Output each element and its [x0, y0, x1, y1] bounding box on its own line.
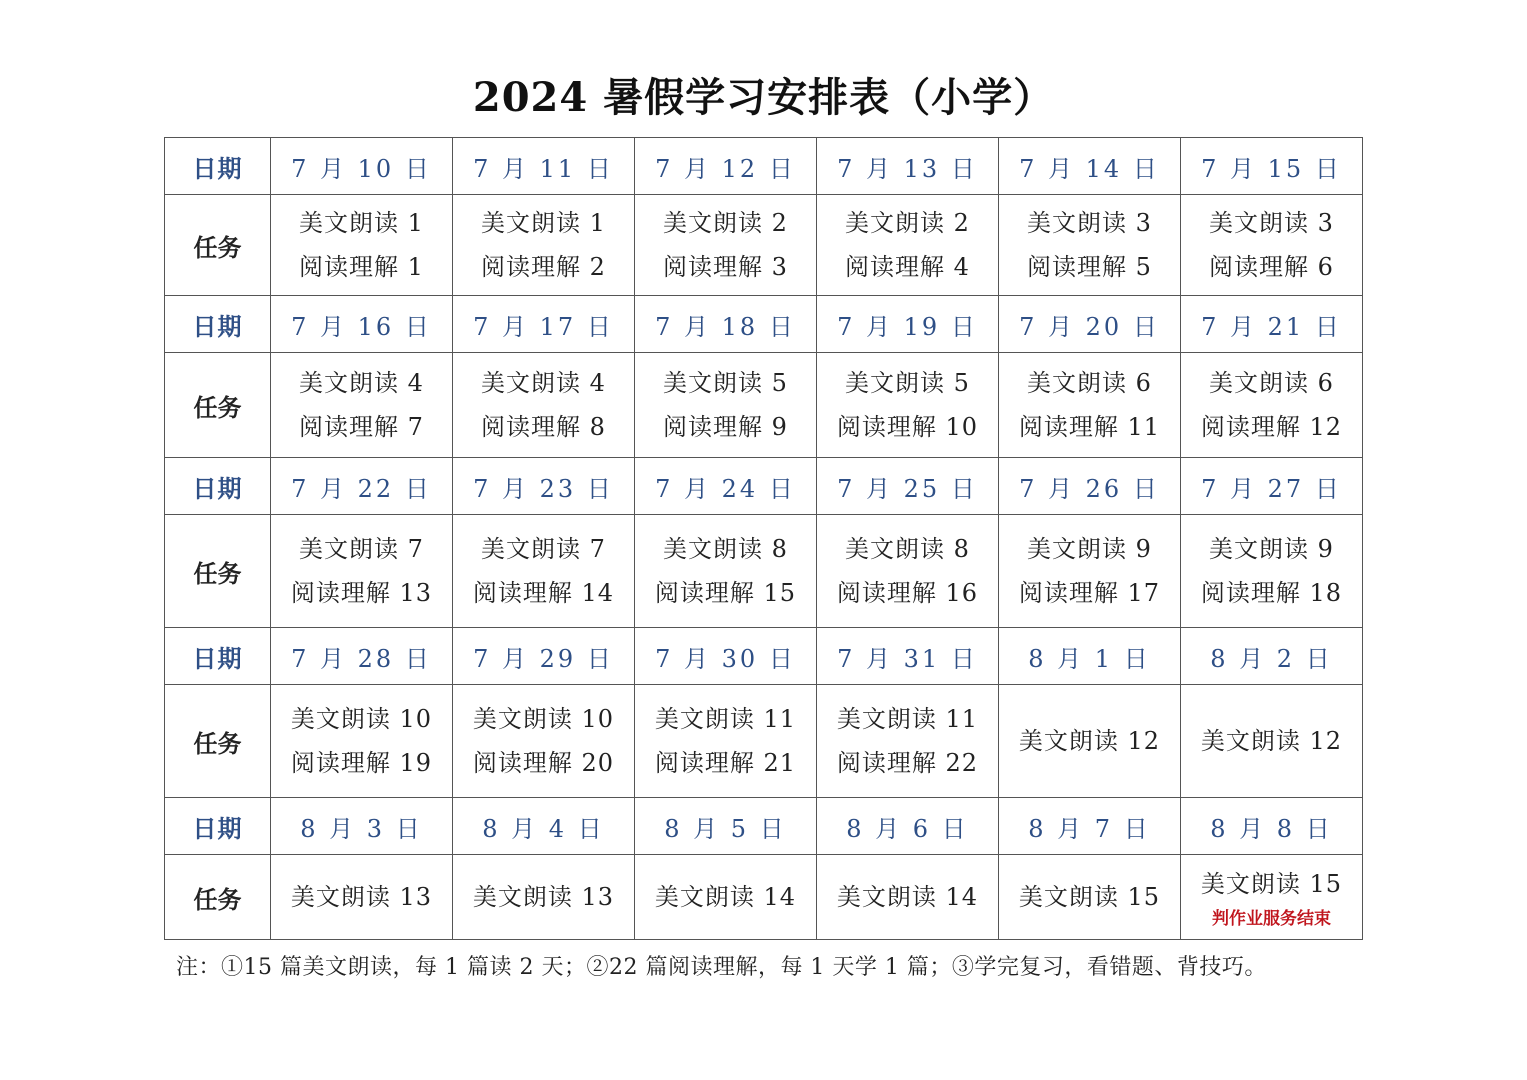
- reading-aloud-task: 美文朗读 8: [845, 535, 970, 563]
- reading-aloud-task: 美文朗读 13: [290, 883, 433, 911]
- date-row: [165, 628, 1363, 685]
- task-cell: [271, 685, 453, 798]
- date-label: 日期: [165, 628, 271, 685]
- reading-aloud-task: 美文朗读 7: [299, 535, 424, 563]
- task-cell: [453, 685, 635, 798]
- task-label: 任务: [165, 195, 271, 296]
- date-cell: 8 月 5 日: [635, 798, 817, 855]
- service-end-note: 判作业服务结束: [1212, 909, 1331, 929]
- task-cell: [635, 855, 817, 940]
- date-cell: 7 月 27 日: [1181, 458, 1363, 515]
- reading-comprehension-task: 阅读理解 15: [654, 579, 797, 607]
- date-cell: 7 月 29 日: [453, 628, 635, 685]
- date-cell: 7 月 13 日: [817, 138, 999, 195]
- reading-aloud-task: 美文朗读 11: [654, 705, 797, 733]
- task-cell: [453, 855, 635, 940]
- date-cell: 7 月 14 日: [999, 138, 1181, 195]
- date-cell: 7 月 18 日: [635, 296, 817, 353]
- task-row: [165, 195, 1363, 296]
- task-row: [165, 515, 1363, 628]
- date-cell: 8 月 6 日: [817, 798, 999, 855]
- date-cell: 8 月 1 日: [999, 628, 1181, 685]
- date-cell: 7 月 12 日: [635, 138, 817, 195]
- task-label: 任务: [165, 515, 271, 628]
- reading-aloud-task: 美文朗读 12: [1200, 727, 1343, 755]
- date-label: 日期: [165, 296, 271, 353]
- task-label: 任务: [165, 685, 271, 798]
- reading-aloud-task: 美文朗读 5: [845, 369, 970, 397]
- date-label: 日期: [165, 458, 271, 515]
- reading-aloud-task: 美文朗读 8: [663, 535, 788, 563]
- reading-aloud-task: 美文朗读 4: [299, 369, 424, 397]
- reading-comprehension-task: 阅读理解 16: [836, 579, 979, 607]
- task-cell: [817, 195, 999, 296]
- reading-aloud-task: 美文朗读 1: [299, 209, 424, 237]
- task-cell: [1181, 353, 1363, 458]
- footnote: 注：①15 篇美文朗读，每 1 篇读 2 天；②22 篇阅读理解，每 1 天学 1 篇；③学完复习，看错题、背技巧。: [176, 955, 1267, 980]
- date-cell: 7 月 11 日: [453, 138, 635, 195]
- date-cell: 7 月 25 日: [817, 458, 999, 515]
- task-cell: [999, 195, 1181, 296]
- reading-aloud-task: 美文朗读 5: [663, 369, 788, 397]
- task-cell: [453, 515, 635, 628]
- task-cell: [271, 515, 453, 628]
- task-cell: [453, 353, 635, 458]
- reading-comprehension-task: 阅读理解 2: [481, 253, 606, 281]
- schedule-table: [164, 137, 1363, 940]
- reading-comprehension-task: 阅读理解 18: [1200, 579, 1343, 607]
- reading-comprehension-task: 阅读理解 7: [299, 413, 424, 441]
- date-row: [165, 138, 1363, 195]
- reading-aloud-task: 美文朗读 10: [472, 705, 615, 733]
- task-cell: [1181, 855, 1363, 940]
- date-cell: 7 月 30 日: [635, 628, 817, 685]
- task-cell: [1181, 685, 1363, 798]
- reading-aloud-task: 美文朗读 9: [1209, 535, 1334, 563]
- task-cell: [817, 515, 999, 628]
- date-cell: 7 月 24 日: [635, 458, 817, 515]
- page-title: 2024 暑假学习安排表（小学）: [472, 74, 1055, 121]
- reading-aloud-task: 美文朗读 3: [1027, 209, 1152, 237]
- date-cell: 7 月 23 日: [453, 458, 635, 515]
- reading-comprehension-task: 阅读理解 11: [1018, 413, 1161, 441]
- reading-aloud-task: 美文朗读 6: [1209, 369, 1334, 397]
- date-row: [165, 296, 1363, 353]
- reading-comprehension-task: 阅读理解 19: [290, 749, 433, 777]
- reading-aloud-task: 美文朗读 15: [1018, 883, 1161, 911]
- reading-comprehension-task: 阅读理解 13: [290, 579, 433, 607]
- date-cell: 7 月 22 日: [271, 458, 453, 515]
- task-cell: [635, 353, 817, 458]
- date-cell: 7 月 15 日: [1181, 138, 1363, 195]
- task-cell: [817, 855, 999, 940]
- reading-aloud-task: 美文朗读 1: [481, 209, 606, 237]
- task-label: 任务: [165, 855, 271, 940]
- reading-comprehension-task: 阅读理解 14: [472, 579, 615, 607]
- reading-aloud-task: 美文朗读 14: [654, 883, 797, 911]
- schedule-body: [165, 138, 1363, 940]
- task-cell: [999, 855, 1181, 940]
- task-row: [165, 353, 1363, 458]
- date-cell: 8 月 2 日: [1181, 628, 1363, 685]
- task-cell: [271, 195, 453, 296]
- reading-aloud-task: 美文朗读 9: [1027, 535, 1152, 563]
- date-cell: 7 月 31 日: [817, 628, 999, 685]
- date-cell: 8 月 8 日: [1181, 798, 1363, 855]
- date-row: [165, 798, 1363, 855]
- date-label: 日期: [165, 138, 271, 195]
- date-cell: 7 月 20 日: [999, 296, 1181, 353]
- reading-comprehension-task: 阅读理解 21: [654, 749, 797, 777]
- date-cell: 7 月 16 日: [271, 296, 453, 353]
- reading-comprehension-task: 阅读理解 1: [299, 253, 424, 281]
- task-cell: [999, 685, 1181, 798]
- task-cell: [271, 353, 453, 458]
- task-cell: [817, 685, 999, 798]
- reading-aloud-task: 美文朗读 10: [290, 705, 433, 733]
- reading-aloud-task: 美文朗读 3: [1209, 209, 1334, 237]
- reading-comprehension-task: 阅读理解 10: [836, 413, 979, 441]
- date-cell: 8 月 4 日: [453, 798, 635, 855]
- reading-comprehension-task: 阅读理解 22: [836, 749, 979, 777]
- reading-aloud-task: 美文朗读 4: [481, 369, 606, 397]
- task-cell: [999, 353, 1181, 458]
- reading-comprehension-task: 阅读理解 5: [1027, 253, 1152, 281]
- task-cell: [635, 515, 817, 628]
- task-cell: [453, 195, 635, 296]
- date-cell: 7 月 10 日: [271, 138, 453, 195]
- task-label: 任务: [165, 353, 271, 458]
- reading-aloud-task: 美文朗读 2: [845, 209, 970, 237]
- task-cell: [635, 685, 817, 798]
- reading-comprehension-task: 阅读理解 6: [1209, 253, 1334, 281]
- date-cell: 7 月 19 日: [817, 296, 999, 353]
- reading-aloud-task: 美文朗读 6: [1027, 369, 1152, 397]
- reading-aloud-task: 美文朗读 15: [1200, 870, 1343, 898]
- date-cell: 7 月 21 日: [1181, 296, 1363, 353]
- reading-aloud-task: 美文朗读 13: [472, 883, 615, 911]
- task-cell: [817, 353, 999, 458]
- reading-aloud-task: 美文朗读 12: [1018, 727, 1161, 755]
- reading-comprehension-task: 阅读理解 8: [481, 413, 606, 441]
- task-cell: [999, 515, 1181, 628]
- date-cell: 8 月 7 日: [999, 798, 1181, 855]
- reading-comprehension-task: 阅读理解 20: [472, 749, 615, 777]
- reading-comprehension-task: 阅读理解 9: [663, 413, 788, 441]
- date-cell: 7 月 17 日: [453, 296, 635, 353]
- date-cell: 7 月 28 日: [271, 628, 453, 685]
- date-cell: 8 月 3 日: [271, 798, 453, 855]
- task-cell: [1181, 515, 1363, 628]
- task-cell: [635, 195, 817, 296]
- reading-comprehension-task: 阅读理解 4: [845, 253, 970, 281]
- reading-aloud-task: 美文朗读 14: [836, 883, 979, 911]
- task-row: [165, 855, 1363, 940]
- task-row: [165, 685, 1363, 798]
- reading-comprehension-task: 阅读理解 17: [1018, 579, 1161, 607]
- date-row: [165, 458, 1363, 515]
- task-cell: [271, 855, 453, 940]
- reading-comprehension-task: 阅读理解 12: [1200, 413, 1343, 441]
- task-cell: [1181, 195, 1363, 296]
- reading-comprehension-task: 阅读理解 3: [663, 253, 788, 281]
- date-label: 日期: [165, 798, 271, 855]
- date-cell: 7 月 26 日: [999, 458, 1181, 515]
- reading-aloud-task: 美文朗读 7: [481, 535, 606, 563]
- reading-aloud-task: 美文朗读 2: [663, 209, 788, 237]
- reading-aloud-task: 美文朗读 11: [836, 705, 979, 733]
